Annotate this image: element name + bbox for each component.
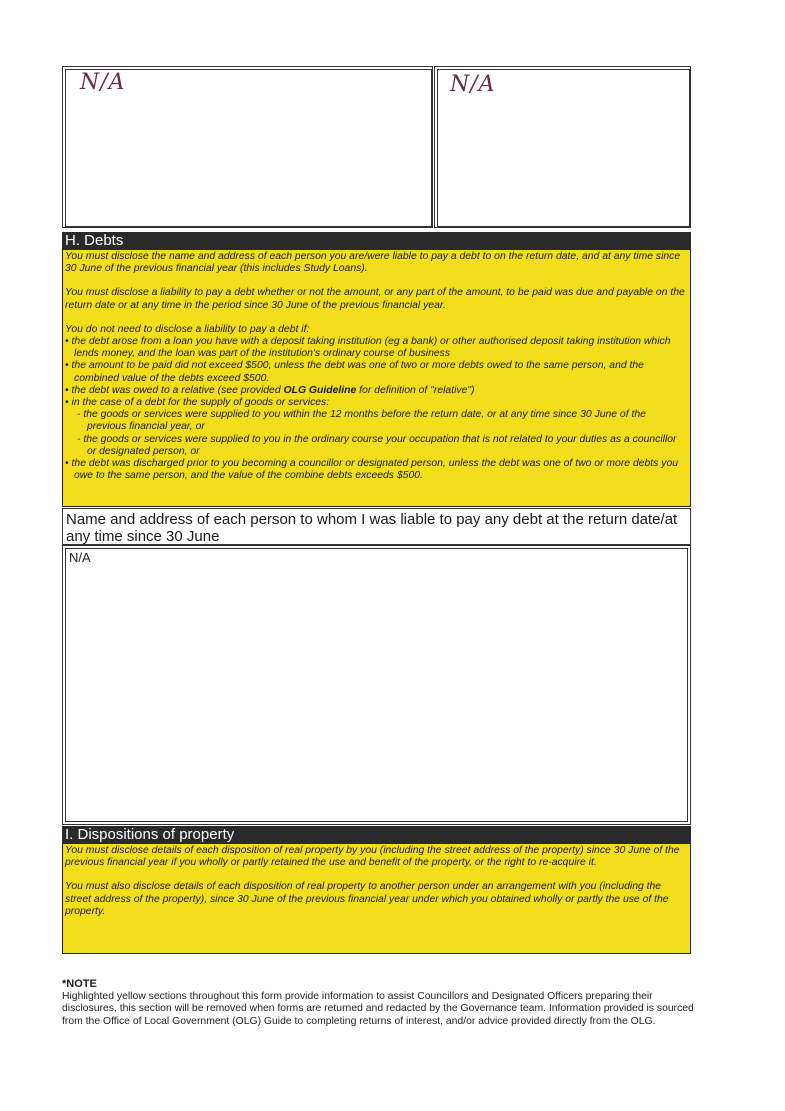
- exemption-bullet-5: • the debt was discharged prior to you becoming a councillor or designated person, unless the debt was one of two or more debts you owe to the same person, and the value of the combine debts exceeds $500.: [65, 458, 679, 482]
- section-i-paragraph-1: You must disclose details of each disposition of real property by you (including the street address of the property) since 30 June of the previous financial year if you wholly or partly retained the use and benefit of the property, or the right to re-acquire it.: [65, 845, 680, 869]
- section-h-title: H. Debts: [65, 232, 124, 249]
- top-left-handwritten-value: N/A: [80, 70, 126, 95]
- exemption-sub-bullet-2: - the goods or services were supplied to you in the ordinary course your occupation that is not related to your duties as a councillor or designated person, or: [77, 433, 677, 457]
- olg-guideline-reference: OLG Guideline: [283, 384, 357, 396]
- section-h-header: [62, 232, 691, 250]
- note-body: Highlighted yellow sections throughout this form provide information to assist Councillors and Designated Officers preparing their disclosures, this section will be removed when forms are returned and redacted by the Governance team. Information provided is sourced from the Office of Local Government (OLG) Guide to completing returns of interest, and/or advice provided directly from the OLG.: [62, 990, 694, 1027]
- top-right-answer-box[interactable]: [434, 66, 691, 228]
- exemption-bullet-1: • the debt arose from a loan you have with a deposit taking institution (eg a bank) or other authorised deposit taking institution which lends money, and the loan was part of the institution's ordinary course of business: [65, 336, 671, 360]
- section-h-exemptions-intro: You do not need to disclose a liability to pay a debt if:: [65, 323, 310, 335]
- section-i-title: I. Dispositions of property: [65, 826, 235, 843]
- debts-question-label: Name and address of each person to whom I was liable to pay any debt at the return date/at any time since 30 June: [62, 508, 691, 545]
- debts-answer-field[interactable]: [62, 545, 691, 825]
- top-right-handwritten-value: N/A: [450, 72, 496, 97]
- exemption-bullet-4: • in the case of a debt for the supply of goods or services:: [65, 397, 330, 409]
- section-h-paragraph-2: You must disclose a liability to pay a debt whether or not the amount, or any part of the amount, to be paid was due and payable on the return date or at any time in the period since 30 June of the previous financial year.: [65, 287, 685, 311]
- section-i-header: [62, 826, 691, 844]
- section-h-info-panel: [62, 250, 691, 507]
- section-i-info-panel: [62, 844, 691, 954]
- note-title: *NOTE: [62, 978, 97, 990]
- footnote: [62, 978, 694, 1028]
- exemption-sub-bullet-1: - the goods or services were supplied to you within the 12 months before the return date, or at any time since 30 June of the previous financial year, or: [77, 409, 646, 433]
- section-h-paragraph-1: You must disclose the name and address of each person you are/were liable to pay a debt to on the return date, and at any time since 30 June of the previous financial year (this includes Study Loans).: [65, 251, 681, 275]
- exemption-bullet-3: • the debt was owed to a relative (see provided OLG Guideline for definition of "relative"): [65, 384, 475, 396]
- section-i-paragraph-2: You must also disclose details of each disposition of real property to another person under an arrangement with you (including the street address of the property), since 30 June of the previous financial year under which you obtained wholly or partly the use of the property.: [65, 881, 669, 917]
- debts-answer-text: N/A: [65, 548, 688, 822]
- top-left-answer-box[interactable]: [62, 66, 433, 228]
- exemption-bullet-2: • the amount to be paid did not exceed $500, unless the debt was one of two or more debts owed to the same person, and the combined value of the debts exceed $500.: [65, 360, 644, 384]
